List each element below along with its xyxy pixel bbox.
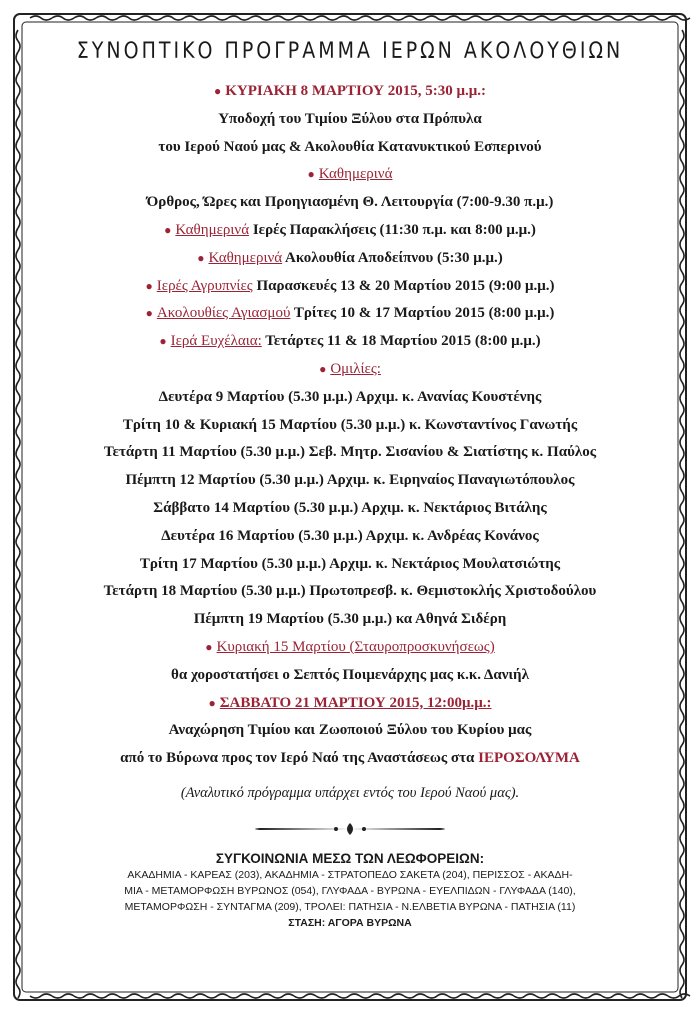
cross-sunday-line: θα χοροστατήσει ο Σεπτός Ποιμενάρχης μας κ.κ. Δανιήλ bbox=[171, 666, 529, 683]
homily-item: Πέμπτη 12 Μαρτίου (5.30 μ.μ.) Αρχιμ. κ. Ειρηναίος Παναγιωτόπουλος bbox=[125, 472, 575, 489]
transport-section bbox=[40, 851, 660, 931]
homily-item: Σάββατο 14 Μαρτίου (5.30 μ.μ.) Αρχιμ. κ. Νεκτάριος Βιτάλης bbox=[153, 499, 547, 516]
transport-line: ΜΕΤΑΜΟΡΦΩΣΗ - ΣΥΝΤΑΓΜΑ (209), ΤΡΟΛΕΙ: ΠΑΤΗΣΙΑ - Ν.ΕΛΒΕΤΙΑ ΒΥΡΩΝΑ - ΠΑΤΗΣΙΑ (11) bbox=[124, 900, 576, 913]
departure-heading: ● ΣΑΒΒΑΤΟ 21 ΜΑΡΤΙΟΥ 2015, 12:00μ.μ.: bbox=[208, 694, 492, 711]
homily-item: Τρίτη 10 & Κυριακή 15 Μαρτίου (5.30 μ.μ.) κ. Κωνσταντίνος Γανωτής bbox=[122, 416, 578, 433]
bus-stop: ΣΤΑΣΗ: ΑΓΟΡΑ ΒΥΡΩΝΑ bbox=[288, 916, 412, 929]
schedule-content bbox=[40, 40, 660, 931]
blessings-line: ● Ακολουθίες Αγιασμού Τρίτες 10 & 17 Μαρτίου 2015 (8:00 μ.μ.) bbox=[145, 305, 555, 322]
vigils-line: ● Ιερές Αγρυπνίες Παρασκευές 13 & 20 Μαρτίου 2015 (9:00 μ.μ.) bbox=[145, 277, 555, 294]
homily-item: Τετάρτη 11 Μαρτίου (5.30 μ.μ.) Σεβ. Μητρ. Σισανίου & Σιατίστης κ. Παύλος bbox=[103, 444, 597, 461]
homily-item: Τετάρτη 18 Μαρτίου (5.30 μ.μ.) Πρωτοπρεσβ. κ. Θεμιστοκλής Χριστοδούλου bbox=[103, 583, 597, 600]
cross-sunday-heading: ● Κυριακή 15 Μαρτίου (Σταυροπροσκυνήσεως) bbox=[205, 638, 495, 655]
daily-compline: ● Καθημερινά Ακολουθία Αποδείπνου (5:30 μ.μ.) bbox=[197, 249, 503, 266]
transport-line: ΑΚΑΔΗΜΙΑ - ΚΑΡΕΑΣ (203), ΑΚΑΔΗΜΙΑ - ΣΤΡΑΤΟΠΕΔΟ ΣΑΚΕΤΑ (204), ΠΕΡΙΣΣΟΣ - ΑΚΑΔΗ- bbox=[127, 868, 573, 881]
homily-item: Δευτέρα 9 Μαρτίου (5.30 μ.μ.) Αρχιμ. κ. Ανανίας Κουστένης bbox=[158, 388, 542, 405]
ornament-divider bbox=[240, 822, 460, 836]
homily-item: Δευτέρα 16 Μαρτίου (5.30 μ.μ.) Αρχιμ. κ. Ανδρέας Κονάνος bbox=[161, 527, 539, 544]
homily-item: Πέμπτη 19 Μαρτίου (5.30 μ.μ.) κα Αθηνά Σιδέρη bbox=[193, 611, 507, 628]
detailed-program-note: (Αναλυτικό πρόγραμμα υπάρχει εντός του Ιερού Ναού μας). bbox=[180, 784, 520, 801]
daily-line: Όρθρος, Ώρες και Προηγιασμένη Θ. Λειτουργία (7:00-9.30 π.μ.) bbox=[146, 194, 554, 211]
page-title: ΣΥΝΟΠΤΙΚΟ ΠΡΟΓΡΑΜΜΑ ΙΕΡΩΝ ΑΚΟΛΟΥΘΙΩΝ bbox=[76, 38, 624, 64]
transport-line: ΜΙΑ - ΜΕΤΑΜΟΡΦΩΣΗ ΒΥΡΩΝΟΣ (054), ΓΛΥΦΑΔΑ - ΒΥΡΩΝΑ - ΕΥΕΛΠΙΔΩΝ - ΓΛΥΦΑΔΑ (140), bbox=[124, 884, 576, 897]
daily-heading: ● Καθημερινά bbox=[307, 166, 393, 183]
event-line: του Ιερού Ναού μας & Ακολουθία Κατανυκτικού Εσπερινού bbox=[158, 138, 542, 155]
daily-paraklisis: ● Καθημερινά Ιερές Παρακλήσεις (11:30 π.μ. και 8:00 μ.μ.) bbox=[164, 221, 536, 238]
departure-line: Αναχώρηση Τιμίου και Ζωοποιού Ξύλου του Κυρίου μας bbox=[168, 722, 532, 739]
departure-line-jerusalem: από το Βύρωνα προς τον Ιερό Ναό της Αναστάσεως στα ΙΕΡΟΣΟΛΥΜΑ bbox=[120, 750, 580, 767]
unction-line: ● Ιερά Ευχέλαια: Τετάρτες 11 & 18 Μαρτίου 2015 (8:00 μ.μ.) bbox=[159, 333, 541, 350]
event-line: Υποδοχή του Τιμίου Ξύλου στα Πρόπυλα bbox=[218, 110, 482, 127]
event-sunday-8-march: ● ΚΥΡΙΑΚΗ 8 ΜΑΡΤΙΟΥ 2015, 5:30 μ.μ.: bbox=[213, 83, 487, 99]
homilies-heading: ● Ομιλίες: bbox=[319, 360, 381, 377]
homilies-list bbox=[40, 384, 660, 634]
transport-heading: ΣΥΓΚΟΙΝΩΝΙΑ ΜΕΣΩ ΤΩΝ ΛΕΩΦΟΡΕΙΩΝ: bbox=[215, 850, 485, 866]
homily-item: Τρίτη 17 Μαρτίου (5.30 μ.μ.) Αρχιμ. κ. Νεκτάριος Μουλατσιώτης bbox=[139, 555, 561, 572]
